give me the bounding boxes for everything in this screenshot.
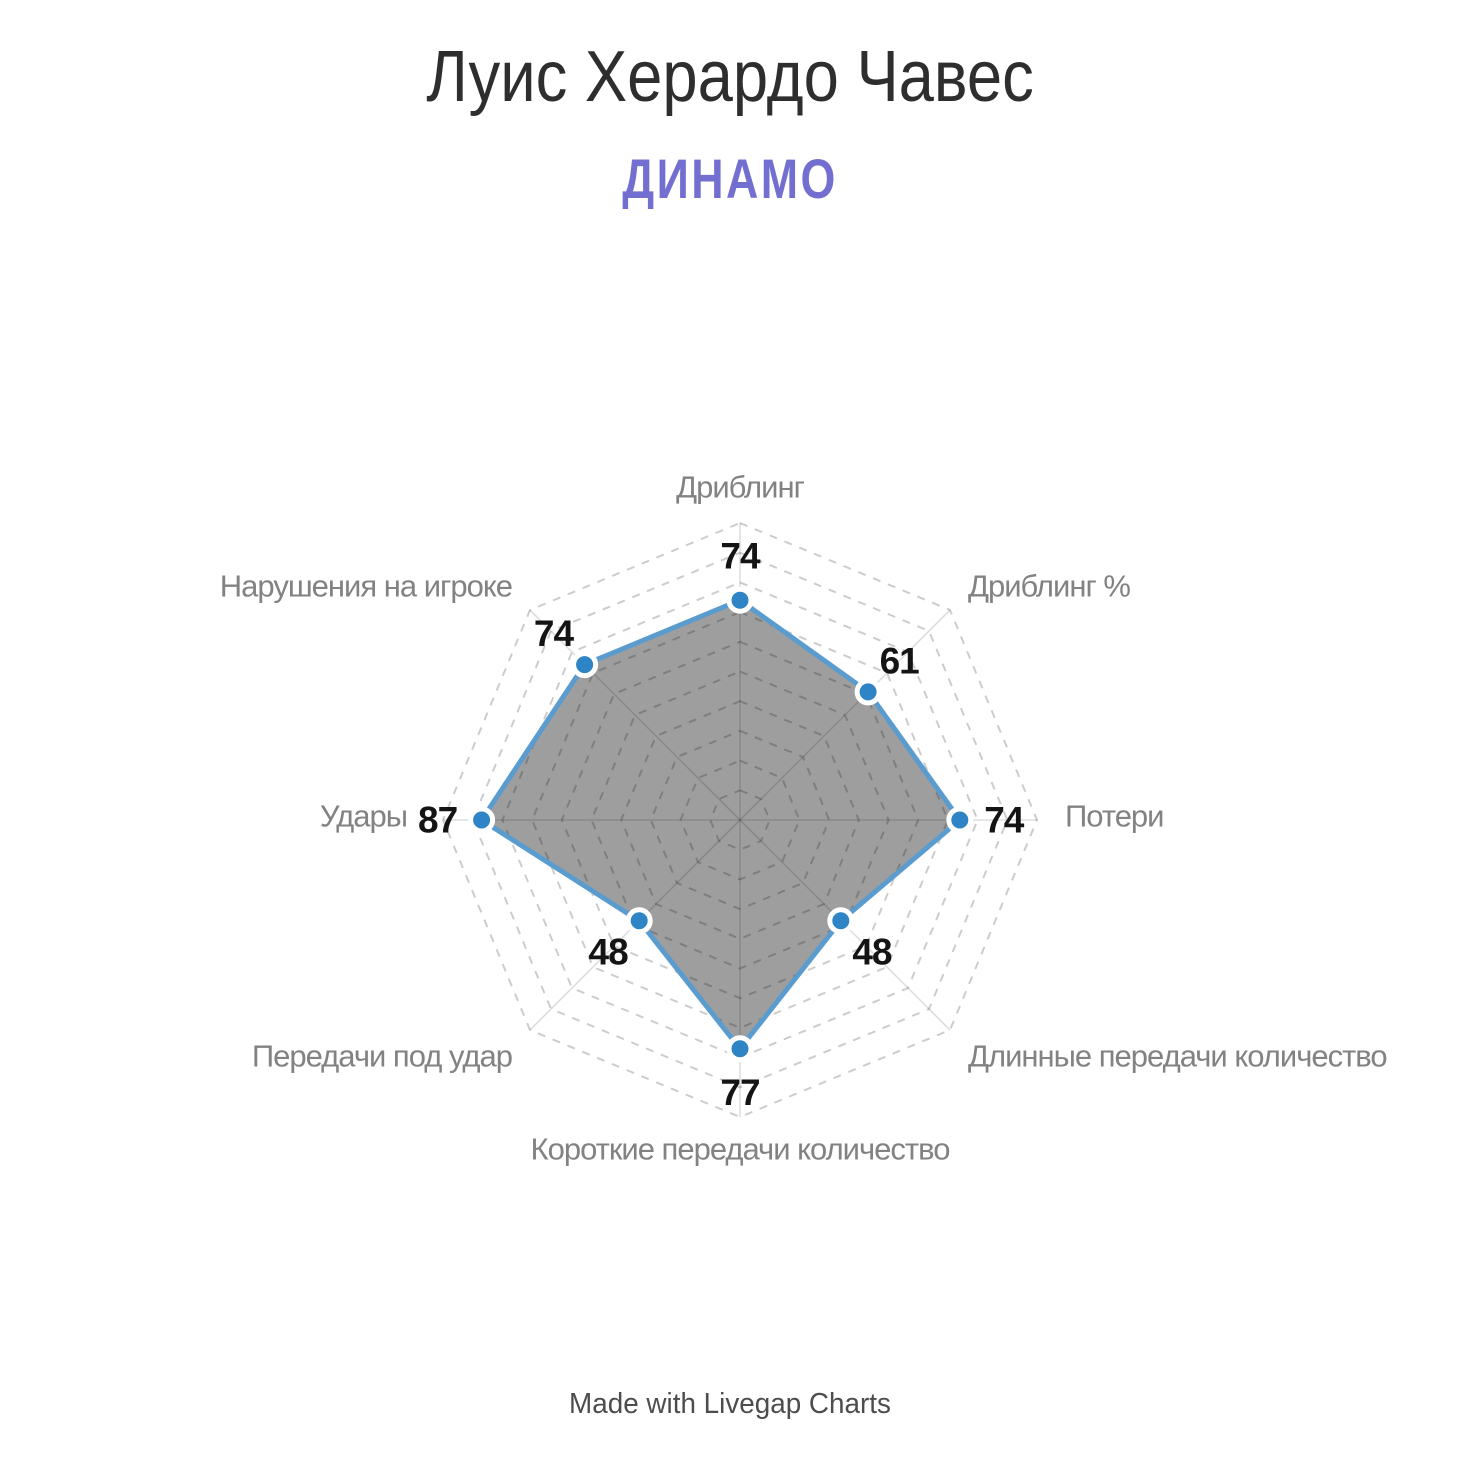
data-point-marker [830, 910, 852, 932]
data-point-marker [574, 654, 596, 676]
axis-label: Передачи под удар [251, 1038, 512, 1074]
page-title: Луис Херардо Чавес [426, 37, 1034, 117]
value-label: 74 [984, 799, 1024, 841]
data-point-marker [857, 681, 879, 703]
value-label: 74 [533, 613, 574, 654]
data-point-marker [471, 809, 493, 831]
axis-label: Удары [319, 798, 407, 834]
axis-label: Нарушения на игроке [219, 568, 512, 604]
value-label: 48 [852, 931, 892, 973]
data-point-marker [949, 809, 971, 831]
credit-line: Made with Livegap Charts [569, 1388, 891, 1420]
value-label: 48 [588, 931, 628, 973]
team-name: ДИНАМО [622, 147, 838, 210]
data-point-marker [729, 1038, 751, 1060]
value-label: 77 [720, 1072, 760, 1114]
axis-label: Дриблинг [676, 469, 804, 505]
value-label: 61 [879, 640, 919, 682]
axis-label: Потери [1065, 798, 1164, 834]
axis-label: Длинные передачи количество [968, 1038, 1387, 1074]
data-point-marker [628, 910, 650, 932]
data-point-marker [729, 589, 751, 611]
axis-label: Дриблинг % [968, 568, 1130, 604]
value-label: 74 [720, 535, 760, 577]
axis-label: Короткие передачи количество [530, 1131, 950, 1167]
value-label: 87 [418, 799, 458, 841]
